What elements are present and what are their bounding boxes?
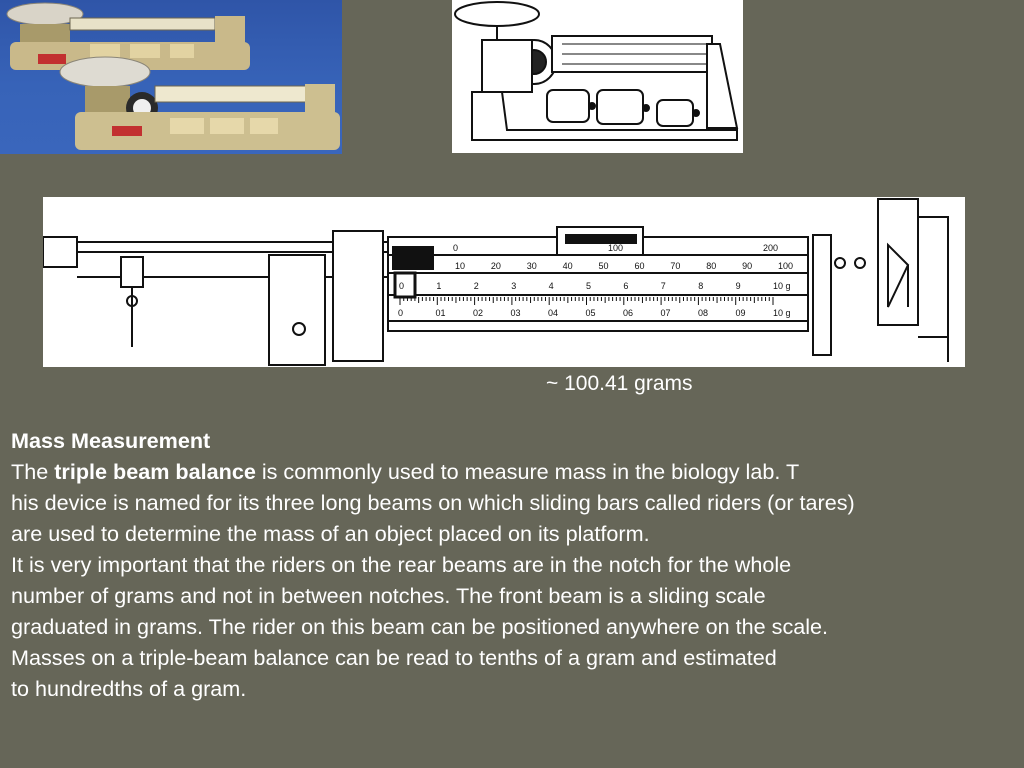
front-beam-label: 0 xyxy=(399,281,405,291)
fine-beam-label: 03 xyxy=(510,308,521,318)
middle-beam-label: 50 xyxy=(598,261,609,271)
fine-beam-label: 02 xyxy=(473,308,484,318)
front-beam-label: 1 xyxy=(436,281,442,291)
rear-beam-label: 200 xyxy=(763,243,779,253)
middle-beam-label: 90 xyxy=(742,261,753,271)
front-beam-label: 7 xyxy=(660,281,666,291)
p1-post: is commonly used to measure mass in the biology lab. T xyxy=(255,459,800,484)
front-beam-label: 2 xyxy=(473,281,479,291)
middle-beam-label: 10 xyxy=(455,261,466,271)
front-beam-label: 9 xyxy=(735,281,741,291)
fine-beam-label: 08 xyxy=(698,308,709,318)
p1-bold: triple beam balance xyxy=(54,459,256,484)
paragraph-line-8: to hundredths of a gram. xyxy=(11,676,247,701)
paragraph-line-4: It is very important that the riders on the rear beams are in the notch for the whole xyxy=(11,552,792,577)
front-beam-label: 6 xyxy=(623,281,629,291)
measurement-caption: ~ 100.41 grams xyxy=(546,372,693,395)
section-heading: Mass Measurement xyxy=(11,428,211,453)
paragraph-line-3: are used to determine the mass of an object placed on its platform. xyxy=(11,521,650,546)
front-beam-label: 8 xyxy=(698,281,704,291)
fine-beam-label: 05 xyxy=(585,308,596,318)
rear-beam-label: 100 xyxy=(608,243,624,253)
fine-beam-label: 07 xyxy=(660,308,671,318)
fine-beam-label: 01 xyxy=(435,308,446,318)
middle-beam-label: 100 xyxy=(778,261,794,271)
fine-beam-label: 0 xyxy=(398,308,404,318)
middle-beam-label: 60 xyxy=(634,261,645,271)
front-beam-label: 4 xyxy=(548,281,554,291)
paragraph-line-6: graduated in grams. The rider on this beam can be positioned anywhere on the scale. xyxy=(11,614,829,639)
fine-beam-label: 09 xyxy=(735,308,746,318)
fine-beam-label: 04 xyxy=(548,308,559,318)
fine-beam-label: 10 g xyxy=(773,308,791,318)
paragraph-line-7: Masses on a triple-beam balance can be read to tenths of a gram and estimated xyxy=(11,645,777,670)
paragraph-line-5: number of grams and not in between notches. The front beam is a sliding scale xyxy=(11,583,766,608)
middle-beam-label: 30 xyxy=(526,261,537,271)
triple-beam-balance-photo xyxy=(0,0,342,154)
triple-beam-scale-diagram xyxy=(43,197,965,367)
triple-beam-balance-drawing xyxy=(452,0,743,153)
fine-beam-label: 06 xyxy=(623,308,634,318)
text-block xyxy=(11,425,1016,704)
front-beam-label: 10 g xyxy=(773,281,791,291)
middle-beam-label: 80 xyxy=(706,261,717,271)
paragraph-line-1 xyxy=(11,456,1016,487)
middle-beam-label: 40 xyxy=(562,261,573,271)
middle-beam-label: 20 xyxy=(490,261,501,271)
rear-beam-label: 0 xyxy=(453,243,459,253)
front-beam-label: 3 xyxy=(511,281,517,291)
middle-beam-label: 70 xyxy=(670,261,681,271)
paragraph-line-2: his device is named for its three long beams on which sliding bars called riders (or tares) xyxy=(11,490,855,515)
p1-pre: The xyxy=(11,459,55,484)
front-beam-label: 5 xyxy=(586,281,592,291)
